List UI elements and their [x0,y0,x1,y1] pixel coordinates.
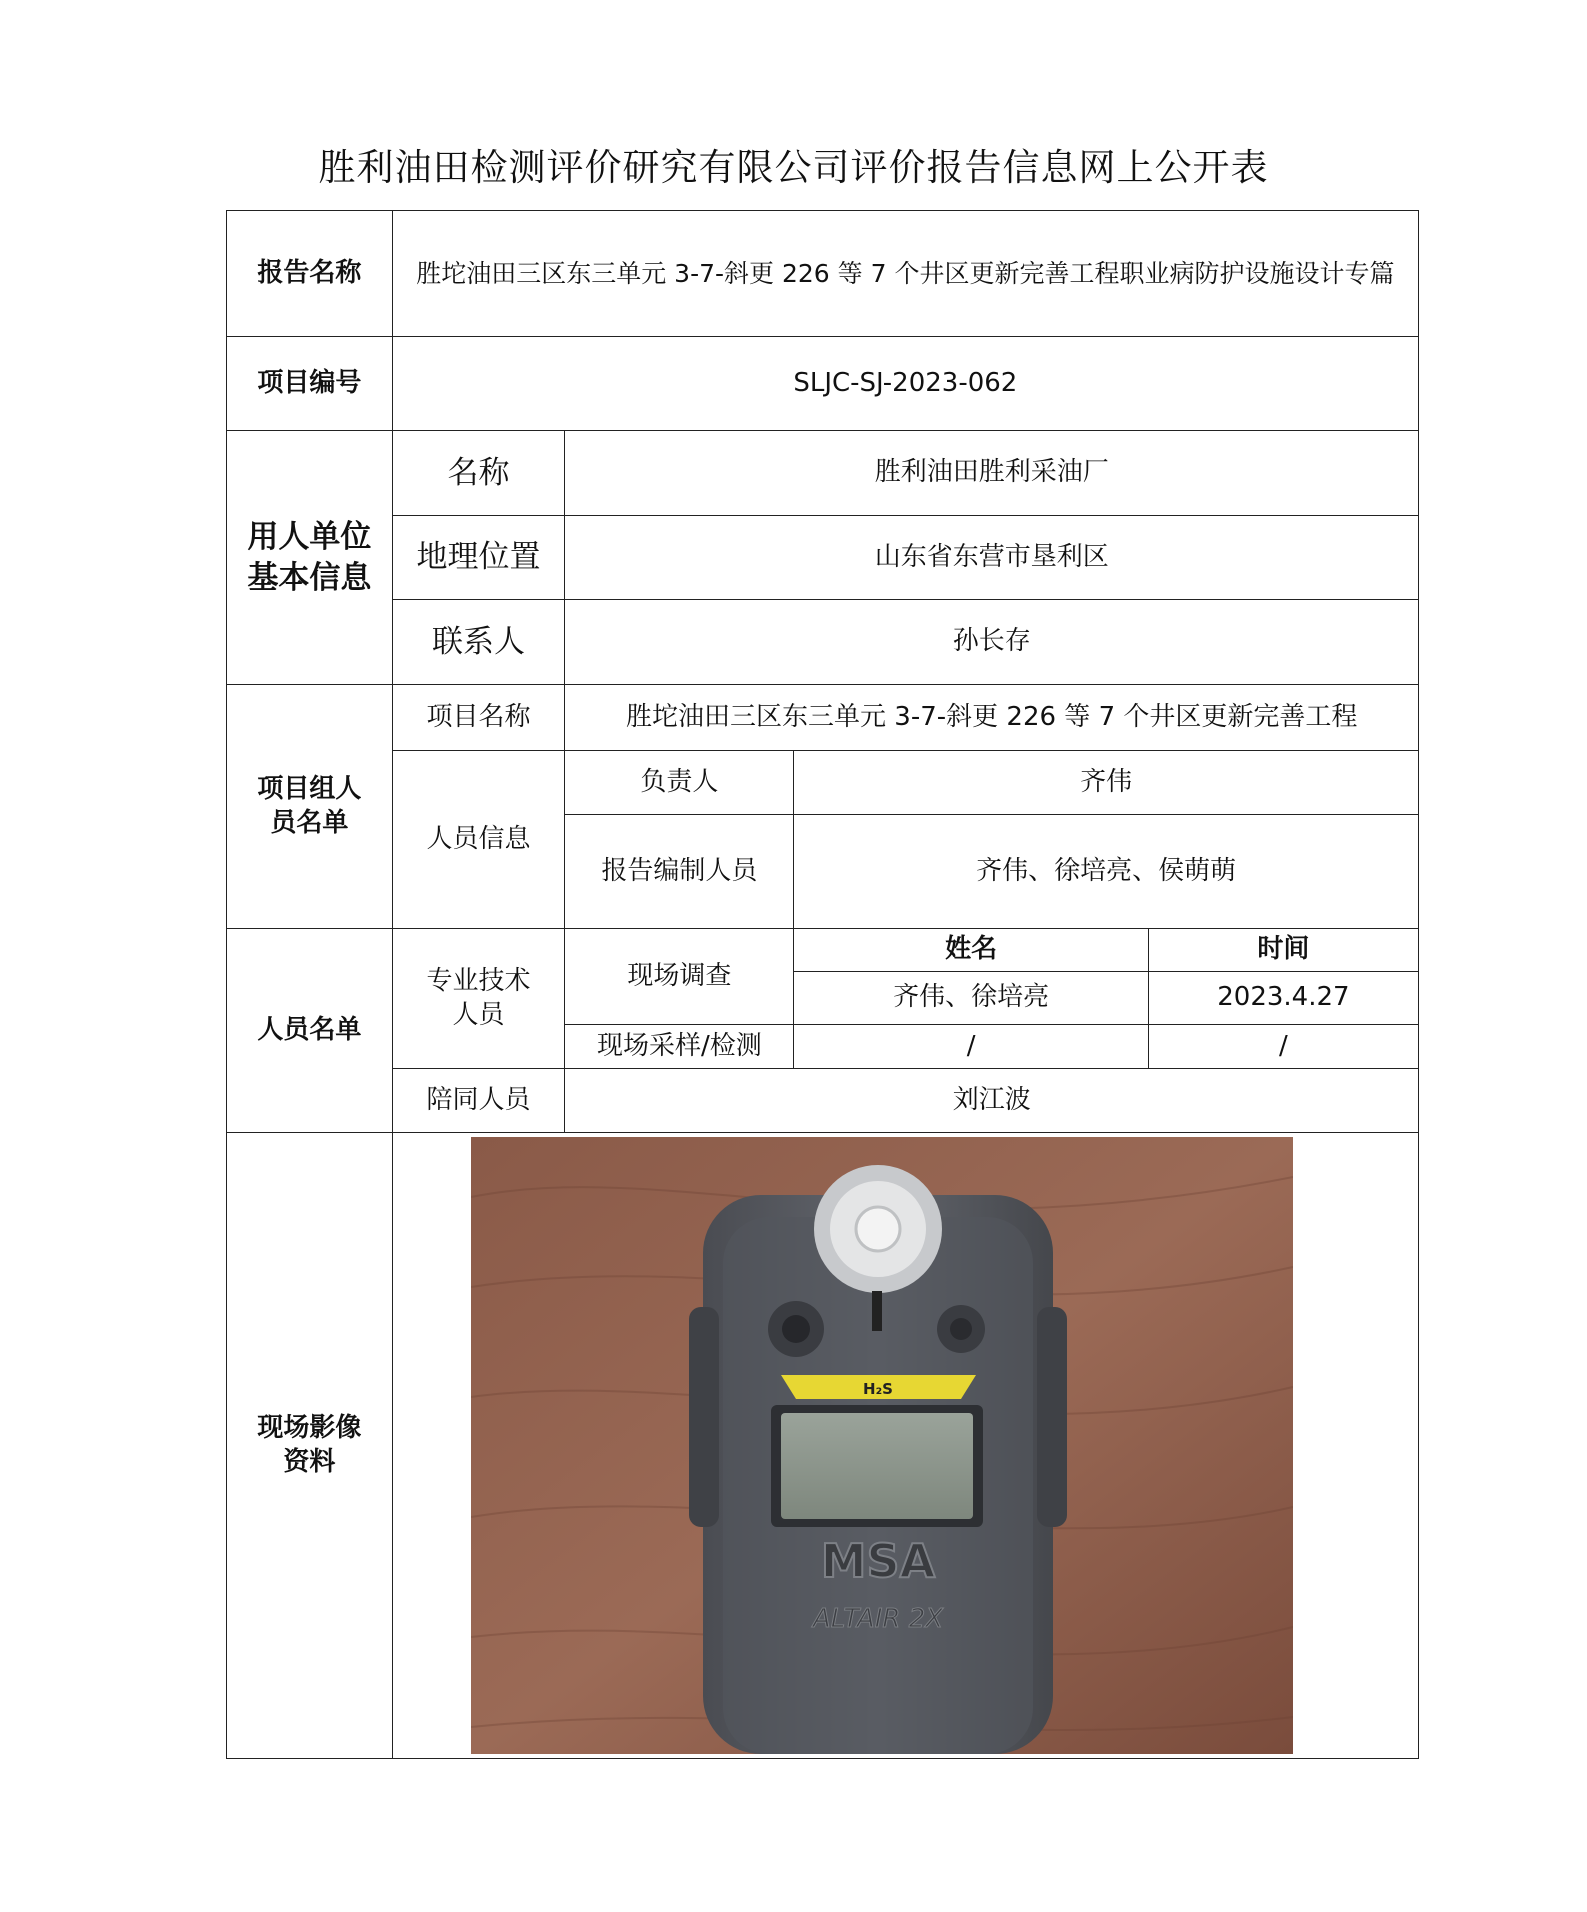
photo-section-label [227,1133,393,1759]
compilers-value: 齐伟、徐培亮、侯萌萌 [794,815,1419,929]
project-name-label: 项目名称 [392,685,565,751]
survey-label: 现场调查 [565,929,794,1025]
project-team-label-line2: 员名单 [270,807,349,838]
tech-staff-label-line1: 专业技术 [426,965,531,996]
gas-label-text: H₂S [863,1380,894,1398]
page-title: 胜利油田检测评价研究有限公司评价报告信息网上公开表 [318,146,1269,189]
survey-date: 2023.4.27 [1148,972,1418,1025]
employer-contact-label: 联系人 [392,600,565,685]
employer-label-line1: 用人单位 [247,519,372,556]
escort-label: 陪同人员 [392,1069,565,1133]
employer-label [227,431,393,685]
leader-value: 齐伟 [794,751,1419,815]
project-no-value: SLJC-SJ-2023-062 [392,337,1418,431]
project-name-value: 胜坨油田三区东三单元 3-7-斜更 226 等 7 个井区更新完善工程 [565,685,1419,751]
leader-label: 负责人 [565,751,794,815]
project-team-label-line1: 项目组人 [257,773,362,804]
site-photo [471,1137,1293,1754]
employer-contact-value: 孙长存 [565,600,1419,685]
employer-name-label: 名称 [392,431,565,516]
personnel-info-label: 人员信息 [392,751,565,929]
compilers-label: 报告编制人员 [565,815,794,929]
employer-name-value: 胜利油田胜利采油厂 [565,431,1419,516]
employer-label-line2: 基本信息 [247,559,372,596]
brand-logo-text: MSA [821,1534,936,1588]
report-info-table [226,210,1419,1759]
employer-location-value: 山东省东营市垦利区 [565,516,1419,600]
staff-list-label: 人员名单 [227,929,393,1133]
project-team-label [227,685,393,929]
report-name-value: 胜坨油田三区东三单元 3-7-斜更 226 等 7 个井区更新完善工程职业病防护设施设计专篇 [392,211,1418,337]
sampling-date: / [1148,1025,1418,1069]
photo-section-label-line1: 现场影像 [257,1412,362,1443]
name-header: 姓名 [794,929,1148,972]
escort-value: 刘江波 [565,1069,1419,1133]
display-screen [781,1413,973,1519]
photo-cell [392,1133,1418,1759]
report-name-label: 报告名称 [227,211,393,337]
sampling-names: / [794,1025,1148,1069]
time-header: 时间 [1148,929,1418,972]
model-text: ALTAIR 2X [813,1604,944,1634]
survey-names: 齐伟、徐培亮 [794,972,1148,1025]
tech-staff-label [392,929,565,1069]
sampling-label: 现场采样/检测 [565,1025,794,1069]
gas-detector-photo [471,1137,1293,1754]
gas-detector [689,1165,1067,1754]
tech-staff-label-line2: 人员 [452,999,505,1030]
project-no-label: 项目编号 [227,337,393,431]
employer-location-label: 地理位置 [392,516,565,600]
photo-section-label-line2: 资料 [283,1446,336,1477]
